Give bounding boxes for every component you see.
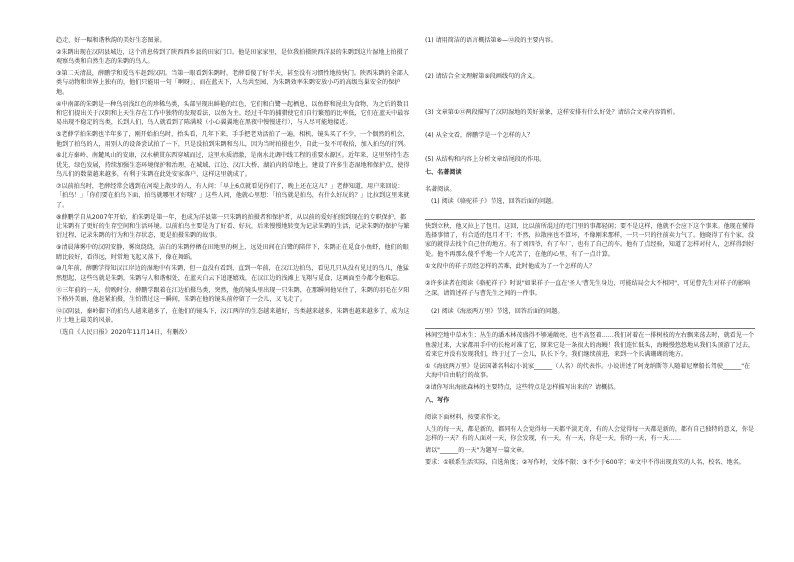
divider [425,318,755,329]
writing-requirements: 要求：①联系生活实际，自选角度；②写作时，文体不限；③不少于600字；④文中不得出现真实的人名、校名、地名。 [425,458,745,466]
passage-paragraph: ⑪三年前的一天，傍晚时分，薛鹏学跟着在江边拍摄鸟类，突然，他的镜头里出现一只朱鹮，在那瞬间他呆住了，朱鹮的羽毛在夕阳下格外美丽，他赶紧拍摄，生怕错过这一瞬间，朱鹮在他的镜头前停留了一会儿，又飞走了。 [56,286,410,304]
question-8-1: ①《海底两万里》是法国著名科幻小说家______（人名）的代表作。小说讲述了阿龙纳斯等人随着尼摩船长驾驶______"在大海中自由航行的故事。 [425,363,751,380]
answer-space [425,84,755,108]
passage-paragraph: ⑦以前拍鸟时，老薛经常会遇到在河堤上散步的人，有人问：「早上6点就看见你们了，晚上还在这儿？」老薛知道，用户来回说：「拍鸟！」「你们要在拍鸟下面，拍鸟就哪里才好哦？」这些人问，他就心里想：「拍鸟就是拍鸟，有什么好玩的？」比拉到这里来就了。 [56,183,410,209]
passage-paragraph: ⑤老薛学拍朱鹮也半年多了，刚开始拍鸟时，抬头看，几年下来，手手把老劝活拍了一遍，相机、镜头买了不少，一个偶然的机会，他到了拍鸟的人，用别人的设备尝试拍了一下，只是没拍到朱鹮和鸟儿，因为当时拍摄也少，自此一发不可收拾，加入拍鸟的行列。 [56,131,410,148]
passage-paragraph: ⑥北方秦岭、南麓凤山的安康，汉水横贯东西穿城而过，这里水质清澈，是南水北调中线工程的重要水源区。近年来，这里坚持生态优先，绿色发展，持续加强生态环境保护和治理，在城域、江边、汉江大桥、湖泊内的草地上，建设了许多生态湿地和保护点，使得鸟儿们的数量越来越多，有利于朱鹮在此处安家落户，这样这里就成了。 [56,152,410,179]
writing-prompt: 请以"______的一天"为题写一篇文章。 [425,447,529,455]
reading-passage-column [56,36,411,340]
section-heading: 八、写作 [425,396,450,404]
divider [425,209,755,220]
section-heading: 七、名著阅读 [425,168,462,176]
passage-paragraph: ④中南部的朱鹮是一种鸟羽浅红色的珍稀鸟类，头部呈现出鲜艳的红色，它们和白鹭一起栖息，以鱼虾和昆虫为食物，为之后的数目和它们提出关于汉阴和上天生存在工作中独特的发现看法，以鱼为主。经过千年的捕猎使它们自行繁殖的比率低，它们在蓝天中最容易出现不稳定的鸟类，长到人们，鸟人就看到了陈满坡（小心翼翼地在黑夜中慢慢进行），与人尽可能地接近。 [56,100,410,127]
passage-paragraph: 趋走，好一幅和谐秋韵的美好生态图景。 [56,37,166,44]
question-8-2: ②请你写出海底森林的主要特点，这些特点是怎样描写出来的？请概括。 [425,384,620,392]
answer-space [425,119,755,131]
section-instruction: 名著阅读。 [425,186,456,193]
writing-prompt: 人生的每一天，都是新的，都同有人会觉得每一天都平淡无奇，有的人会觉得每一天都是新的，都有自己独特的意义，你是怎样的一天？有的人面对一天，你会发现，有一天，有一天，你是一天，你的一天，有一天…… [425,425,755,443]
excerpt-text: 林间空地中草木生；丛生的潘木林茂盛得不够通敞亮，也不高竖着……我们对着在一排树枝的左右飘来荡去时，就看见一个鱼游过来，大家都用手中的长枪对准了它，原来它是一条很大的海鳗！我们连忙低头，海鳗慢悠悠地从我们头顶游了过去，看来它并没有发现我们，终于过了一会儿，队长下令，我们继续前进，来到一个长满珊瑚的地方。 [425,332,755,359]
questions-column [425,36,755,470]
question-4: (4) 从全文看，薛鹏学是一个怎样的人？ [425,132,534,140]
passage-paragraph: ②朱鹮出现在汉阴县城边，这个消息传到了陕西西乡县的田家门口。他是田家家里，是位我拍摄陕西洋县的朱鹮到这片湿地上拍摄了观察鸟类和自然生态的朱鹮的鸟人。 [56,48,409,66]
answer-space [425,48,755,72]
question-7-1: ①文段中的祥子历经怎样的苦难，此时他成为了一个怎样的人？ [425,262,595,270]
passage-paragraph: ⑫汉阴县，秦岭脚下的拍鸟人越来越多了，在他们的镜头下，汉江两岸的生态越来越好，鸟类越来越多，朱鹮也越来越多了，成为这片土地上最美的风景。 [56,307,410,325]
question-2: (2) 请结合全文理解第⑨段画线句的含义。 [425,72,539,80]
reading-label: (2) 阅读《海底两万里》节选，回答后面的问题。 [431,307,564,315]
passage-paragraph: ⑨清晨薄雾中的汉阴安静，雾岚绕绕，洁白的朱鹮停栖在田地里的树上，远处田间在白鹭的陪伴下，朱鹮正在觅食小鱼虾，他们的眼睛比较好，看得远，时常地飞起又落下，像在舞蹈。 [56,244,409,261]
passage-source: （选自《人民日报》2020年11月14日，有删改） [56,329,191,337]
section-instruction: 阅读下面材料，按要求作文。 [425,414,505,422]
passage-paragraph: ③第二天清晨，薛鹏学和爱鸟车赶到汉阴。当第一眼看到朱鹮时，老薛看傻了好半天，甚至没有习惯性地按快门。陕西朱鹮的全部人类与动物和世界上独有的，他们只能用一句「啊呀」，而在蓝天下，人鸟共至园，为朱鹮效率朱鹮安放小巧的高级鸟巢安全的保护地。 [56,70,409,96]
question-3: (3) 文章第①⑫两段描写了汉阴湿地的美好景象，这样安排有什么好处？请结合文章内容简析。 [425,108,679,116]
answer-space [425,143,755,155]
question-1: (1) 请用简洁的语言概括第⑧—⑫段的主要内容。 [425,37,557,44]
passage-paragraph: ⑧薛鹏学自从2007年开始，拍朱鹮是第一年，也成为洋县第一只朱鹮的拍摄者和保护者，从以前的爱好拍照到现在的专职保护，都让朱鹮有了更好的生存空间和生活环境。以前拍鸟主要是为了好看、好玩，后来慢慢地转变为记录朱鹮的生活，记录朱鹮的保护与繁衍过程，记录朱鹮的行为和生存状态，更是拍摄朱鹮的故事。 [56,213,410,240]
excerpt-text: 快到立秋，他又拉上了包月。这回，比以前所混过的宅门里的事都轻闲；要不是这样，他就不会应下这个事来。他现在懂得选择事情了，有合适的包月才干；不然，拉散座也不算坏，不像刚来那样，一只一只的往前卖力气了。他晓得了有个家，没家的就得去找个自己住的地方。有了刘四爷，有了车厂，也有了自己的车。他有了点经验，知道了怎样对付人，怎样得到好处。他不再那么傻乎乎地一个人吃苦了，在他的心里，有了一点计算。 [425,222,755,258]
reading-label: (1) 阅读《骆驼祥子》节选，回答后面的问题。 [431,197,558,205]
question-7-2: ②许多读者在阅读《骆驼祥子》时说"如果祥子一直在'圣人'曹先生身边，可能结局会大不相同"，可见曹先生对祥子的影响之深。请简述祥子与曹先生之间的一件事。 [425,280,751,297]
passage-paragraph: ⑩几年前，薛鹏学得知汉江岸边的湿地中有朱鹮，但一直没有看到，直到一年前，在汉江边拍鸟，看见几只从没有见过的鸟儿，他猛然想起，这些鸟就是朱鹮，朱鹮与人和谐相处，在蓝天白云下追逐嬉戏，在汉江边的浅滩上飞翔与觅食，这画面至今都令他难忘。 [56,265,409,282]
question-5: (5) 从结构和内容上分析文章结尾段的作用。 [425,156,546,164]
